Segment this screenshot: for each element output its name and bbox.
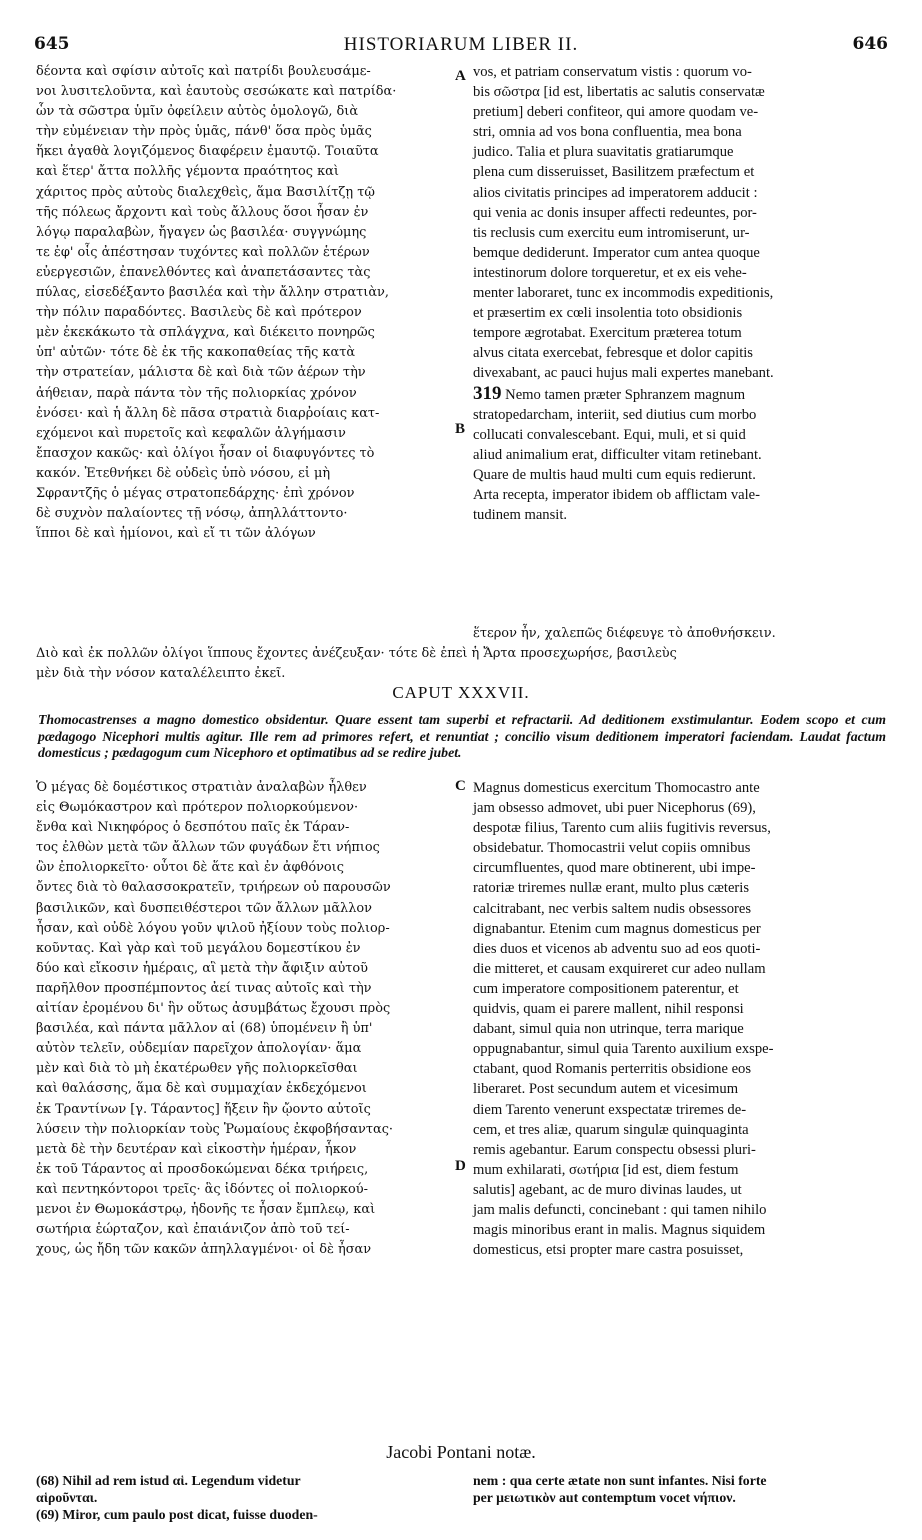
greek-line: Ὁ μέγας δὲ δομέστικος στρατιὰν ἀναλαβὼν ἦλθεν: [36, 780, 367, 795]
greek-line: αἰτίαν ἐρομένου δι' ἣν οὕτως ἀσυμβάτως ἔχουσι πρὸς: [36, 1001, 391, 1017]
greek-line: ὢν ἐπολιορκεῖτο· οὗτοι δὲ ἅτε καὶ ἐν ἀφθόνοις: [36, 860, 344, 876]
greek-line: ἔπασχον κακῶς· καὶ ὀλίγοι ἦσαν οἱ διαφυγόντες τὸ: [36, 445, 375, 461]
greek-line: λύσειν τὴν πολιορκίαν τοὺς Ῥωμαίους ἐκφοβήσαντας·: [36, 1121, 394, 1137]
bottom-latin-column: [473, 778, 885, 1260]
latin-line: bis σῶστρα [id est, libertatis ac salutis conservatæ: [473, 84, 765, 101]
greek-line: τῆς πόλεως ἄρχοντι καὶ τοὺς ἄλλους ὅσοι ἦσαν ἐν: [36, 204, 369, 220]
note-line: αἱροῦνται.: [36, 1490, 98, 1505]
latin-line: Arta recepta, imperator ibidem ob afflictam vale-: [473, 486, 761, 503]
greek-line: εἰς Θωμόκαστρον καὶ πρότερον πολιορκούμενον·: [36, 800, 359, 816]
note-line: per μειωτικὸν aut contemptum vocet νήπιον.: [473, 1490, 736, 1505]
latin-line: ctabant, quod Romanis perterritis obsidione eos: [473, 1061, 752, 1078]
latin-line: liberaret. Post secundum autem et vicesimum: [473, 1081, 739, 1098]
greek-line: δὲ συχνὸν παλαίοντες τῇ νόσῳ, ἀπηλλάττοντο·: [36, 506, 348, 522]
latin-line: magis minoribus erant in malis. Magnus siquidem: [473, 1222, 766, 1239]
notes-title: Jacobi Pontani notæ.: [386, 1442, 536, 1462]
greek-full-line: Διὸ καὶ ἐκ πολλῶν ὀλίγοι ἵππους ἔχοντες ἀνέζευξαν· τότε δὲ ἐπεὶ ἡ Ἄρτα προσεχωρήσε, βασιλεὺς: [36, 646, 677, 661]
margin-letter-c: C: [455, 778, 466, 794]
latin-line: Quare de multis haud multi cum equis redierunt.: [473, 466, 756, 483]
greek-line: ὧν τὰ σῶστρα ὑμῖν ὀφείλειν αὐτὸς ὁμολογῶ, διὰ: [36, 104, 359, 120]
latin-line: domesticus, etsi propter mare castra posuisset,: [473, 1242, 744, 1259]
greek-line: εὐεργεσιῶν, ἐπανελθόντες καὶ ἀναπετάσαντες τὰς: [36, 264, 371, 280]
latin-line: aliud animalium erat, difficulter vitam retinebant.: [473, 446, 762, 463]
greek-continuation-line: ἕτερον ἦν, χαλεπῶς διέφευγε τὸ ἀποθνήσκειν.: [473, 626, 776, 641]
note-line: (68) Nihil ad rem istud αἱ. Legendum videtur: [36, 1473, 301, 1488]
chapter-summary: Thomocastrenses a magno domestico obsidentur. Quare essent tam superbi et refractarii. Ad deditionem exstimulantur. Eodem scopo et cum pædagogo Nicephori multis agitur. Ille rem ad primores refert, et renuntiat ; concilio visum deditionem imperatori faciendam. Laudat factum domesticus ; pædagogum cum Nicephoro et optimatibus ad se redire jubet.: [38, 712, 886, 760]
latin-line: cem, et tres aliæ, quarum singulæ quinquaginta: [473, 1121, 749, 1138]
notes-right-column: [473, 1472, 885, 1506]
latin-line: collucati convalescebant. Equi, muli, et si quid: [473, 426, 746, 443]
latin-line: cum imperatore compositionem paterentur, et: [473, 980, 739, 997]
greek-line: καὶ ἕτερ' ἄττα πολλῆς γέμοντα πραότητος καὶ: [36, 164, 339, 180]
top-latin-column: [473, 62, 885, 525]
latin-line: diem Tarento venerunt exspectatæ triremes de-: [473, 1101, 747, 1118]
latin-line: mum exhilarati, σωτήρια [id est, diem festum: [473, 1161, 739, 1178]
greek-line: ἐνόσει· καὶ ἡ ἄλλη δὲ πᾶσα στρατιὰ διαρῤοίαις κατ-: [36, 405, 380, 421]
latin-line: tis reclusis cum exercitu eum intromiserunt, ur-: [473, 224, 750, 241]
greek-line: Σφραντζῆς ὁ μέγας στρατοπεδάρχης· ἐπὶ χρόνον: [36, 485, 355, 501]
greek-line: καὶ πεντηκόντοροι τρεῖς· ἃς ἰδόντες οἱ πολιορκού-: [36, 1181, 368, 1197]
greek-line: αὐτὸν τελεῖν, οὐδεμίαν παρεῖχον ἀπολογίαν· ἅμα: [36, 1041, 362, 1057]
notes-left-column: [36, 1472, 446, 1523]
greek-line: σωτήρια ἑώρταζον, καὶ ἐπαιάνιζον ἀπὸ τοῦ τεί-: [36, 1222, 350, 1238]
greek-line: ἀήθειαν, παρὰ πάντα τὸν τῆς πολιορκίας χρόνον: [36, 385, 357, 401]
greek-line: ὄντες διὰ τὸ θαλασσοκρατεῖν, τριήρεων οὐ παρουσῶν: [36, 880, 391, 896]
greek-line: λόγῳ παραλαβὼν, ἤγαγεν ὡς βασιλέα· συγγνώμης: [36, 224, 367, 240]
note-line: (69) Miror, cum paulo post dicat, fuisse duoden-: [36, 1507, 318, 1522]
chapter-title: CAPUT XXXVII.: [392, 683, 530, 702]
greek-full-line: μὲν διὰ τὴν νόσον καταλέλειπτο ἐκεῖ.: [36, 666, 286, 681]
latin-line: oppugnabantur, simul quia Tarento auxilium exspe-: [473, 1041, 774, 1058]
latin-line: jam malis defuncti, concinebant : qui tamen nihilo: [473, 1201, 767, 1218]
greek-line: ἥκει ἀγαθὰ λογιζόμενος διαφέρειν ἐμαυτῷ. Τοιαῦτα: [36, 144, 379, 160]
greek-line: βασιλικῶν, καὶ δυσπειθέστεροι τῶν ἄλλων μᾶλλον: [36, 900, 372, 916]
latin-line: Magnus domesticus exercitum Thomocastro ante: [473, 780, 760, 796]
page-number-left: 645: [34, 34, 70, 54]
latin-line: alvus citata exercebat, febresque et dolor capitis: [473, 345, 753, 362]
greek-line: κακόν. Ἐτεθνήκει δὲ οὐδεὶς ὑπὸ νόσου, εἰ μὴ: [36, 465, 331, 481]
latin-line: die mitteret, et causam exquireret cur adeo nullam: [473, 960, 766, 977]
greek-line: ἐκ τοῦ Τάραντος αἱ προσδοκώμεναι δέκα τριήρεις,: [36, 1161, 369, 1177]
greek-line: τος ἐλθὼν μετὰ τῶν ἄλλων τῶν φυγάδων ἔτι νήπιος: [36, 840, 380, 856]
greek-line: χους, ὡς ἤδη τῶν κακῶν ἀπηλλαγμένοι· οἱ δὲ ἦσαν: [36, 1242, 372, 1258]
latin-line: menter laboraret, tunc ex incommodis expeditionis,: [473, 285, 774, 302]
greek-line: ἵπποι δὲ καὶ ἡμίονοι, καὶ εἴ τι τῶν ἀλόγων: [36, 526, 316, 542]
margin-letter-d: D: [455, 1158, 466, 1174]
latin-line: salutis] agebant, ac de muro divinas laudes, ut: [473, 1181, 742, 1198]
latin-line: dies duos et vicenos ab adventu suo ad eos quoti-: [473, 940, 761, 957]
greek-line: δύο καὶ εἴκοσιν ἡμέραις, αἳ μετὰ τὴν ἄφιξιν αὐτοῦ: [36, 960, 369, 976]
greek-line: ἔνθα καὶ Νικηφόρος ὁ δεσπότου παῖς ἐκ Τάραν-: [36, 820, 350, 836]
latin-line: stratopedarcham, interiit, sed diutius cum morbo: [473, 406, 757, 423]
greek-line: μενοι ἐν Θωμοκάστρῳ, ἡδονῆς τε ἦσαν ἔμπλεῳ, καὶ: [36, 1201, 376, 1217]
greek-line: εχόμενοι καὶ πυρετοῖς καὶ κεφαλῶν ἀλγήμασιν: [36, 425, 346, 441]
running-title: HISTORIARUM LIBER II.: [343, 34, 579, 55]
latin-line: judico. Talia et plura suavitatis gratiarumque: [473, 144, 734, 161]
latin-line: quidvis, quam ei parere mallent, nihil responsi: [473, 1001, 744, 1018]
greek-line: μὲν ἐκεκάκωτο τὰ σπλάγχνα, καὶ διέκειτο πονηρῶς: [36, 325, 375, 341]
greek-line: νοι λυσιτελοῦντα, καὶ ἑαυτοὺς σεσώκατε καὶ πατρίδα·: [36, 84, 397, 100]
greek-line: δέοντα καὶ σφίσιν αὐτοῖς καὶ πατρίδι βουλευσάμε-: [36, 64, 371, 79]
greek-line: τὴν εὐμένειαν τὴν πρὸς ὑμᾶς, πάνθ' ὅσα πρὸς ὑμᾶς: [36, 124, 372, 140]
latin-line: plena cum disseruisset, Basilitzem præfectum et: [473, 164, 755, 181]
greek-line: χάριτος πρὸς αὐτοὺς διαλεχθεὶς, ἅμα Βασιλίτζῃ τῷ: [36, 184, 375, 200]
greek-line: παρῆλθον προσπέμποντος ἀεί τινας αὐτοῖς καὶ τὴν: [36, 980, 372, 996]
greek-line: ἐκ Τραντίνων [γ. Τάραντος] ἥξειν ἣν ᾤοντο αὐτοῖς: [36, 1101, 371, 1117]
latin-line: stri, omnia ad vos bona confluentia, mea bona: [473, 124, 742, 141]
margin-letter-b: B: [455, 421, 466, 437]
latin-line: intestinorum dolore torqueretur, et ex eis vehe-: [473, 264, 747, 281]
greek-line: ὑπ' αὐτῶν· τότε δὲ ἐκ τῆς κακοπαθείας τῆς κατὰ: [36, 345, 356, 361]
latin-line: despotæ filius, Tarento cum aliis fugitivis reversus,: [473, 820, 771, 837]
latin-line: dabant, simul quia non utrinque, terra marique: [473, 1021, 744, 1038]
greek-line: κοῦντας. Καὶ γὰρ καὶ τοῦ μεγάλου δομεστίκου ἐν: [36, 940, 361, 956]
latin-line: ratoriæ triremes nullæ erant, multo plus cæteris: [473, 880, 750, 897]
greek-line: μὲν καὶ διὰ τὸ μὴ ἑκατέρωθεν γῆς πολιορκεῖσθαι: [36, 1061, 358, 1077]
note-line: nem : qua certe ætate non sunt infantes. Nisi forte: [473, 1473, 767, 1488]
latin-line: dignabantur. Etenim cum magnus domesticus per: [473, 920, 761, 937]
greek-line: τὴν πόλιν παραδόντες. Βασιλεὺς δὲ καὶ πρότερον: [36, 305, 362, 321]
latin-line: tudinem mansit.: [473, 507, 568, 524]
latin-line: remis agebantur. Earum conspectu obsessi pluri-: [473, 1141, 756, 1158]
margin-letter-a: A: [455, 68, 466, 84]
latin-line: circumfluentes, quod mare obtinerent, ubi impe-: [473, 860, 756, 877]
latin-line: et præsertim ex cœli insolentia toto obsidionis: [473, 305, 743, 322]
greek-line: τὴν στρατείαν, μάλιστα δὲ καὶ διὰ τῶν ἀέρων τὴν: [36, 365, 366, 381]
latin-line-with-marker: [473, 384, 885, 405]
page-header: [30, 34, 892, 64]
greek-line: βασιλέα, καὶ πάντα μᾶλλον αἱ (68) ὑπομένειν ἢ ὑπ': [36, 1021, 373, 1037]
bottom-greek-column: [36, 778, 451, 1260]
latin-line: pretium] deberi confiteor, qui amore quodam ve-: [473, 104, 759, 121]
greek-line: πύλας, εἰσεδέξαντο βασιλέα καὶ τὴν ἄλλην στρατιὰν,: [36, 285, 389, 301]
top-greek-column: [36, 62, 446, 544]
latin-line: divexabant, ac pauci hujus mali expertes manebant.: [473, 365, 774, 382]
greek-line: τε ἐφ' οἷς ἀπέστησαν τυχόντες καὶ πολλῶν ἑτέρων: [36, 244, 370, 260]
latin-line: alios civitatis principes ad imperatorem adducit :: [473, 184, 758, 201]
latin-line: jam obsesso admovet, ubi puer Nicephorus (69),: [473, 800, 756, 817]
latin-line: qui venia ac donis insuper affecti redeuntes, por-: [473, 204, 757, 221]
latin-line: tempore ægrotabat. Exercitum præterea totum: [473, 325, 742, 342]
section-number-319: 319: [473, 382, 502, 404]
latin-line: bemque dediderunt. Imperator cum antea quoque: [473, 244, 760, 261]
latin-line: obsidebatur. Thomocastrii velut copiis omnibus: [473, 840, 751, 857]
greek-line: καὶ θαλάσσης, ἅμα δὲ καὶ συμμαχίαν ἐκδεχόμενοι: [36, 1081, 367, 1097]
page-number-right: 646: [852, 34, 888, 54]
greek-line: ἦσαν, καὶ οὐδὲ λόγου γοῦν ψιλοῦ ἠξίουν τοὺς πολιορ-: [36, 920, 390, 936]
latin-line: Nemo tamen præter Sphranzem magnum: [505, 386, 746, 403]
latin-line: vos, et patriam conservatum vistis : quorum vo-: [473, 64, 752, 80]
latin-line: calcitrabant, nec verbis saltem nudis obsessores: [473, 900, 752, 917]
greek-line: μετὰ δὲ τὴν δευτέραν καὶ εἰκοστὴν ἡμέραν, ἧκον: [36, 1141, 357, 1157]
